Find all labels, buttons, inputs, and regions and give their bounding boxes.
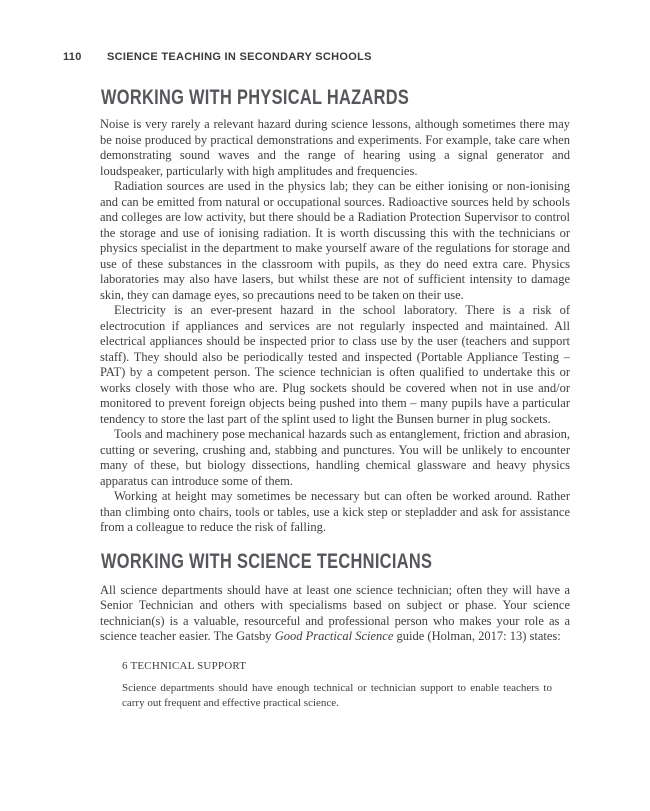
paragraph-technicians-pre: All science departments should have at least one science technician; often they will have a Senior Technician and others with specialisms based on subject or phase. Your science technician(s) is a valuable, resourceful and professional person who makes your role as a science teacher easier. The Gatsby xyxy=(100,582,570,643)
paragraph-tools-machinery: Tools and machinery pose mechanical hazards such as entanglement, friction and abrasion, cutting or severing, crushing and, stabbing and punctures. You will be unlikely to encounter many of these, but biology dissections, handling chemical glassware and heavy physics apparatus can introduce some of them. xyxy=(100,427,570,488)
paragraph-noise: Noise is very rarely a relevant hazard during science lessons, although sometimes there may be noise produced by practical demonstrations and experiments. For example, take care when demonstrating sound waves and the range of hearing using a signal generator and loudspeaker, particularly with high amplitudes and frequencies. xyxy=(100,117,570,178)
page-content xyxy=(100,87,570,711)
paragraph-technicians-post: guide (Holman, 2017: 13) states: xyxy=(393,629,561,643)
running-header xyxy=(63,51,372,63)
quote-heading: 6 TECHNICAL SUPPORT xyxy=(122,659,247,672)
quote-text: Science departments should have enough technical or technician support to enable teachers to carry out frequent and effective practical science. xyxy=(122,681,552,709)
section-heading-science-technicians: WORKING WITH SCIENCE TECHNICIANS xyxy=(101,549,433,573)
paragraph-technicians xyxy=(100,583,570,645)
section-heading-physical-hazards: WORKING WITH PHYSICAL HAZARDS xyxy=(101,86,410,109)
block-quote xyxy=(122,659,552,711)
book-title-italic: Good Practical Science xyxy=(274,629,394,643)
running-title: SCIENCE TEACHING IN SECONDARY SCHOOLS xyxy=(107,51,372,63)
page-number: 110 xyxy=(63,51,82,63)
paragraph-electricity: Electricity is an ever-present hazard in the school laboratory. There is a risk of electrocution if appliances and services are not regularly inspected and maintained. All electrical appliances should be inspected prior to class use by the user (teachers and support staff). They should also be periodically tested and inspected (Portable Appliance Testing – PAT) by a competent person. The science technician is often qualified to undertake this or works closely with those who are. Plug sockets should be covered when not in use and/or monitored to prevent foreign objects being pushed into them – many pupils have a particular tendency to store the last part of the splint used to light the Bunsen burner in plug sockets. xyxy=(100,303,570,426)
paragraph-working-at-height: Working at height may sometimes be necessary but can often be worked around. Rather than climbing onto chairs, tools or tables, use a kick step or stepladder and ask for assistance from a colleague to reduce the risk of falling. xyxy=(100,489,570,534)
paragraph-radiation: Radiation sources are used in the physics lab; they can be either ionising or non-ionising and can be emitted from natural or occupational sources. Radioactive sources held by schools and colleges are low activity, but there should be a Radiation Protection Supervisor to control the storage and use of ionising radiation. It is worth discussing this with the technicians or physics specialist in the department to make yourself aware of the regulations for storage and use of these substances in the classroom with pupils, as they do need extra care. Physics laboratories may also have lasers, but whilst these are not of sufficient intensity to damage skin, they can damage eyes, so precautions need to be taken on their use. xyxy=(100,179,570,302)
